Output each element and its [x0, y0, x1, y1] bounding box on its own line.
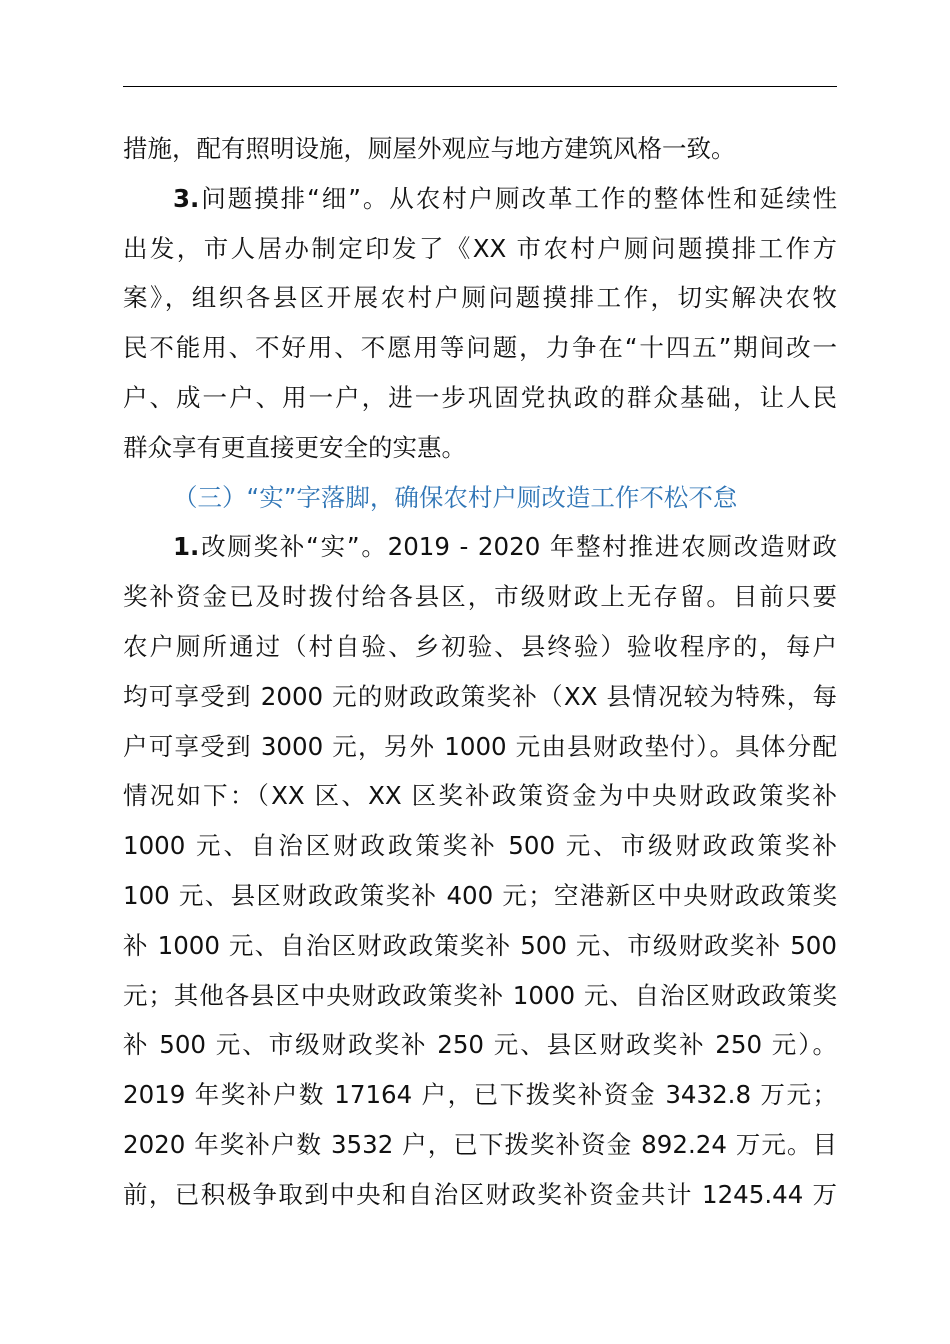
paragraph-line: 措施，配有照明设施，厕屋外观应与地方建筑风格一致。	[123, 134, 736, 163]
section-heading: （三）“实”字落脚，确保农村户厕改造工作不松不怠	[173, 482, 738, 512]
paragraph-line: 案》，组织各县区开展农村户厕问题摸排工作，切实解决农牧	[123, 283, 837, 313]
paragraph-line	[123, 522, 837, 572]
paragraph-line: 前，已积极争取到中央和自治区财政奖补资金共计 1245.44 万	[123, 1179, 837, 1209]
paragraph-line: 出发，市人居办制定印发了《XX 市农村户厕问题摸排工作方	[123, 233, 837, 263]
paragraph-line: 情况如下：（XX 区、XX 区奖补政策资金为中央财政政策奖补	[123, 781, 837, 811]
paragraph-line: 2020 年奖补户数 3532 户，已下拨奖补资金 892.24 万元。目	[123, 1129, 837, 1159]
paragraph-line: 100 元、县区财政政策奖补 400 元；空港新区中央财政政策奖	[123, 880, 837, 910]
paragraph-line: 均可享受到 2000 元的财政政策奖补（XX 县情况较为特殊，每	[123, 681, 837, 711]
paragraph-line: 民不能用、不好用、不愿用等问题，力争在“十四五”期间改一	[123, 333, 837, 363]
paragraph-line	[123, 174, 837, 224]
paragraph-line: 2019 年奖补户数 17164 户，已下拨奖补资金 3432.8 万元；	[123, 1080, 837, 1110]
paragraph-line: 农户厕所通过（村自验、乡初验、县终验）验收程序的，每户	[123, 631, 837, 661]
item-number: 1.	[173, 532, 200, 562]
paragraph-line: 元；其他各县区中央财政政策奖补 1000 元、自治区财政政策奖	[123, 980, 837, 1010]
document-body	[123, 124, 837, 1220]
paragraph-line: 群众享有更直接更安全的实惠。	[123, 432, 466, 462]
paragraph-line: 补 500 元、市级财政奖补 250 元、县区财政奖补 250 元）。	[123, 1030, 837, 1060]
paragraph-line: 1000 元、自治区财政政策奖补 500 元、市级财政政策奖补	[123, 831, 837, 861]
item-number: 3.	[173, 183, 200, 213]
paragraph-line: 户可享受到 3000 元，另外 1000 元由县财政垫付）。具体分配	[123, 731, 837, 761]
paragraph-line: 户、成一户、用一户，进一步巩固党执政的群众基础，让人民	[123, 382, 837, 412]
line-text: 问题摸排“细”。从农村户厕改革工作的整体性和延续性	[199, 183, 837, 213]
paragraph-line: 奖补资金已及时拨付给各县区，市级财政上无存留。目前只要	[123, 582, 837, 612]
paragraph-line: 补 1000 元、自治区财政政策奖补 500 元、市级财政奖补 500	[123, 930, 837, 960]
header-rule	[123, 86, 837, 87]
line-text: 改厕奖补“实”。2019 - 2020 年整村推进农厕改造财政	[199, 532, 837, 562]
